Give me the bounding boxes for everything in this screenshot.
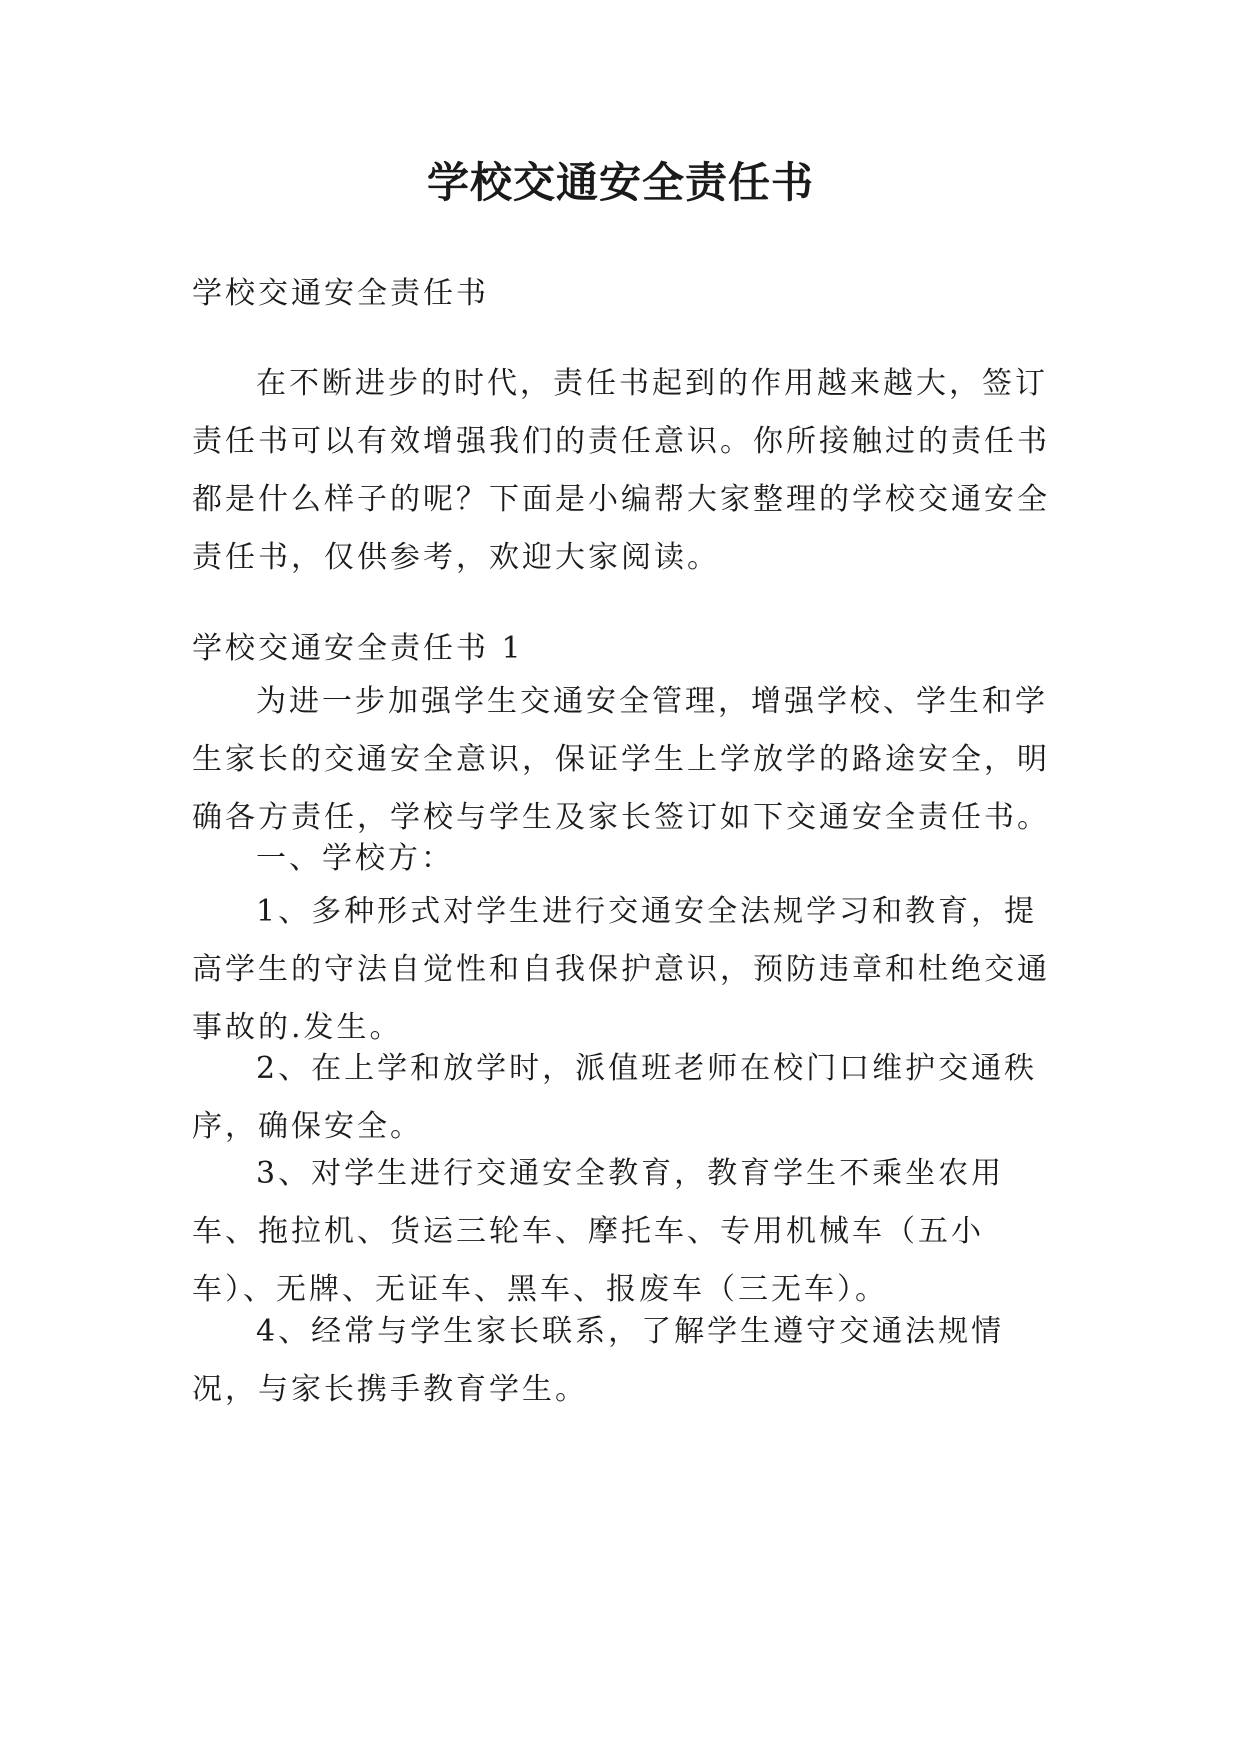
school-side-heading: 一、学校方： [256,841,454,876]
paragraph-purpose: 为进一步加强学生交通安全管理，增强学校、学生和学生家长的交通安全意识，保证学生上学放学的路途安全，明确各方责任，学校与学生及家长签订如下交通安全责任书。 [192,684,1050,835]
list-item-3: 3、对学生进行交通安全教育，教育学生不乘坐农用车、拖拉机、货运三轮车、摩托车、专用机械车（五小车）、无牌、无证车、黑车、报废车（三无车）。 [192,1156,1005,1307]
document-subtitle: 学校交通安全责任书 [192,276,489,311]
list-item-2: 2、在上学和放学时，派值班老师在校门口维护交通秩序，确保安全。 [192,1051,1038,1144]
list-item-1: 1、多种形式对学生进行交通安全法规学习和教育，提高学生的守法自觉性和自我保护意识，预防违章和杜绝交通事故的.发生。 [192,894,1050,1045]
intro-paragraph: 在不断进步的时代，责任书起到的作用越来越大，签订责任书可以有效增强我们的责任意识。你所接触过的责任书都是什么样子的呢？下面是小编帮大家整理的学校交通安全责任书，仅供参考，欢迎大家阅读。 [192,366,1050,575]
section-heading: 学校交通安全责任书 1 [192,631,524,666]
list-item-4: 4、经常与学生家长联系，了解学生遵守交通法规情况，与家长携手教育学生。 [192,1314,1005,1407]
document-title: 学校交通安全责任书 [426,158,814,207]
